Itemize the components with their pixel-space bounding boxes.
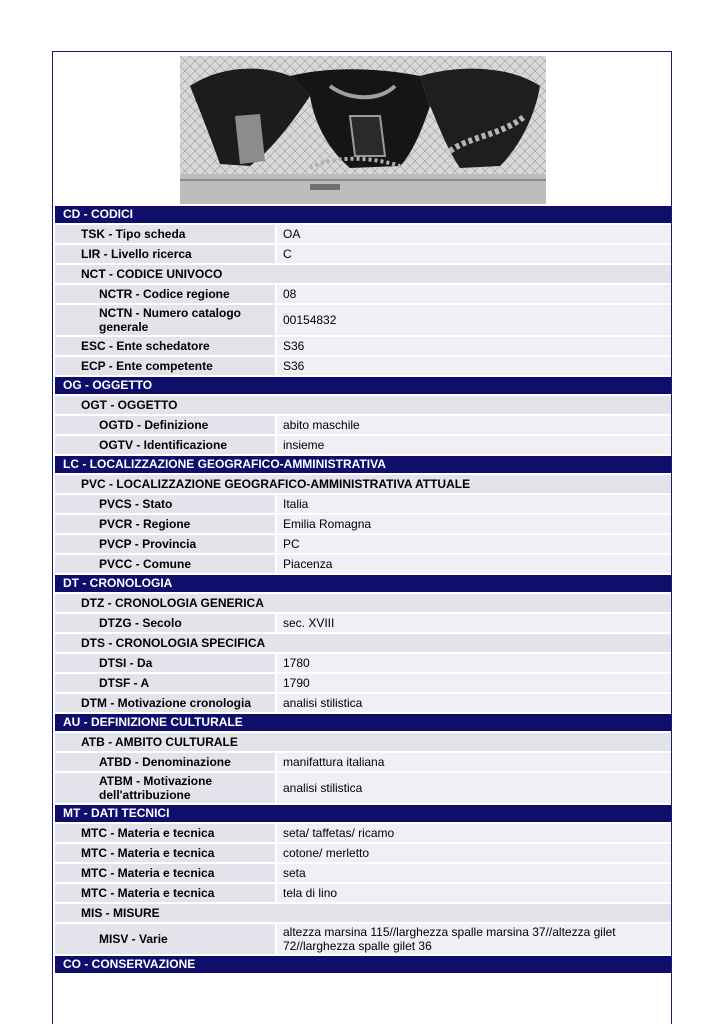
field-value: seta <box>277 864 671 882</box>
section-header: AU - DEFINIZIONE CULTURALE <box>55 714 671 731</box>
field-label: ESC - Ente schedatore <box>55 337 275 355</box>
field-label: NCTN - Numero catalogo generale <box>55 305 275 335</box>
section-header: MT - DATI TECNICI <box>55 805 671 822</box>
section-header: CO - CONSERVAZIONE <box>55 956 671 973</box>
field-value: S36 <box>277 357 671 375</box>
section-header: CD - CODICI <box>55 206 671 223</box>
field-label: DTM - Motivazione cronologia <box>55 694 275 712</box>
field-row <box>55 535 671 553</box>
catalog-record-table <box>55 206 671 975</box>
field-label: DTSI - Da <box>55 654 275 672</box>
field-label: MISV - Varie <box>55 924 275 954</box>
field-label: TSK - Tipo scheda <box>55 225 275 243</box>
group-row <box>55 475 671 493</box>
group-label: DTS - CRONOLOGIA SPECIFICA <box>55 634 671 652</box>
field-row <box>55 614 671 632</box>
group-row <box>55 594 671 612</box>
field-label: PVCC - Comune <box>55 555 275 573</box>
field-value: tela di lino <box>277 884 671 902</box>
field-row <box>55 694 671 712</box>
field-value: PC <box>277 535 671 553</box>
section-header: OG - OGGETTO <box>55 377 671 394</box>
field-row <box>55 824 671 842</box>
field-value: analisi stilistica <box>277 694 671 712</box>
field-row <box>55 864 671 882</box>
field-label: MTC - Materia e tecnica <box>55 844 275 862</box>
group-label: PVC - LOCALIZZAZIONE GEOGRAFICO-AMMINISTRATIVA ATTUALE <box>55 475 671 493</box>
group-row <box>55 733 671 751</box>
group-row <box>55 904 671 922</box>
field-value: abito maschile <box>277 416 671 434</box>
field-label: OGTD - Definizione <box>55 416 275 434</box>
section-header: DT - CRONOLOGIA <box>55 575 671 592</box>
field-value: cotone/ merletto <box>277 844 671 862</box>
field-value: altezza marsina 115//larghezza spalle marsina 37//altezza gilet 72//larghezza spalle gilet 36 <box>277 924 671 954</box>
field-value: 00154832 <box>277 305 671 335</box>
field-row <box>55 555 671 573</box>
field-value: 08 <box>277 285 671 303</box>
field-row <box>55 884 671 902</box>
group-row <box>55 265 671 283</box>
field-row <box>55 416 671 434</box>
field-row <box>55 357 671 375</box>
field-value: Emilia Romagna <box>277 515 671 533</box>
field-value: C <box>277 245 671 263</box>
field-value: OA <box>277 225 671 243</box>
garment-photo <box>180 56 546 204</box>
field-value: 1790 <box>277 674 671 692</box>
field-row <box>55 753 671 771</box>
field-row <box>55 674 671 692</box>
field-label: DTZG - Secolo <box>55 614 275 632</box>
field-label: ATBM - Motivazione dell'attribuzione <box>55 773 275 803</box>
field-label: ECP - Ente competente <box>55 357 275 375</box>
field-label: NCTR - Codice regione <box>55 285 275 303</box>
group-label: OGT - OGGETTO <box>55 396 671 414</box>
field-value: sec. XVIII <box>277 614 671 632</box>
field-label: LIR - Livello ricerca <box>55 245 275 263</box>
field-row <box>55 305 671 335</box>
field-row <box>55 495 671 513</box>
field-value: seta/ taffetas/ ricamo <box>277 824 671 842</box>
field-label: PVCR - Regione <box>55 515 275 533</box>
field-value: manifattura italiana <box>277 753 671 771</box>
field-row <box>55 773 671 803</box>
field-label: OGTV - Identificazione <box>55 436 275 454</box>
group-label: DTZ - CRONOLOGIA GENERICA <box>55 594 671 612</box>
field-label: MTC - Materia e tecnica <box>55 864 275 882</box>
group-label: ATB - AMBITO CULTURALE <box>55 733 671 751</box>
field-value: S36 <box>277 337 671 355</box>
group-label: MIS - MISURE <box>55 904 671 922</box>
field-row <box>55 436 671 454</box>
field-label: ATBD - Denominazione <box>55 753 275 771</box>
field-value: Piacenza <box>277 555 671 573</box>
field-row <box>55 225 671 243</box>
garment-photo-image <box>180 56 546 204</box>
group-row <box>55 634 671 652</box>
field-row <box>55 245 671 263</box>
field-value: Italia <box>277 495 671 513</box>
field-value: insieme <box>277 436 671 454</box>
field-label: PVCP - Provincia <box>55 535 275 553</box>
group-label: NCT - CODICE UNIVOCO <box>55 265 671 283</box>
field-value: analisi stilistica <box>277 773 671 803</box>
field-label: DTSF - A <box>55 674 275 692</box>
field-value: 1780 <box>277 654 671 672</box>
field-row <box>55 337 671 355</box>
field-row <box>55 654 671 672</box>
section-header: LC - LOCALIZZAZIONE GEOGRAFICO-AMMINISTRATIVA <box>55 456 671 473</box>
group-row <box>55 396 671 414</box>
field-row <box>55 844 671 862</box>
field-label: PVCS - Stato <box>55 495 275 513</box>
field-row <box>55 515 671 533</box>
field-row <box>55 285 671 303</box>
field-label: MTC - Materia e tecnica <box>55 824 275 842</box>
field-row <box>55 924 671 954</box>
field-label: MTC - Materia e tecnica <box>55 884 275 902</box>
